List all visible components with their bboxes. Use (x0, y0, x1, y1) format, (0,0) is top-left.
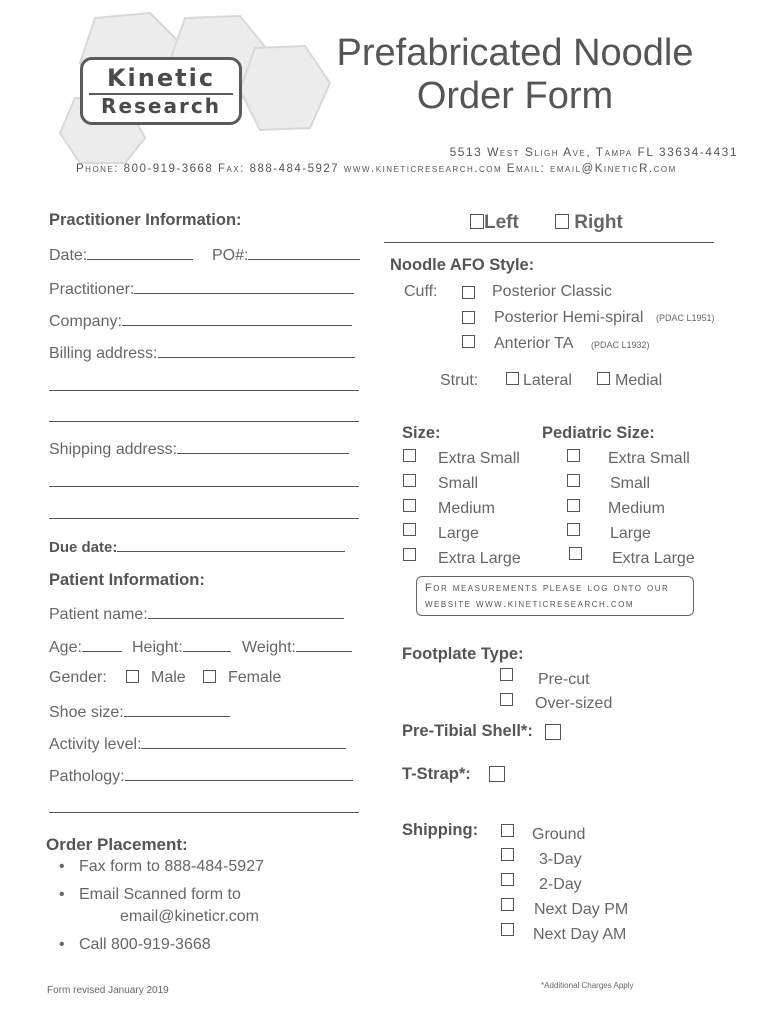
patient-heading: Patient Information: (49, 571, 205, 589)
age-field[interactable] (49, 637, 122, 657)
left-checkbox[interactable] (470, 212, 519, 234)
practitioner-field[interactable] (49, 279, 354, 299)
size-extra-small-label: Extra Small (438, 450, 520, 467)
po-field[interactable] (212, 245, 360, 265)
billing-address-label: Billing address: (49, 345, 158, 362)
pathology-field[interactable] (49, 766, 353, 786)
strut-label: Strut: (440, 372, 479, 389)
due-date-field[interactable] (49, 537, 345, 556)
t-strap-checkbox[interactable] (489, 766, 505, 782)
company-line (122, 311, 352, 326)
shoe-size-field[interactable] (49, 702, 230, 722)
weight-field[interactable] (242, 637, 352, 657)
side-divider (384, 242, 714, 243)
shipping-ground-checkbox[interactable] (501, 824, 514, 837)
pathology-line-2[interactable] (49, 812, 359, 813)
size-extra-small-checkbox[interactable] (403, 449, 416, 462)
strut-medial-label: Medial (615, 372, 663, 389)
age-label: Age: (49, 639, 82, 656)
patient-name-label: Patient name: (49, 606, 148, 623)
size-small-checkbox[interactable] (403, 474, 416, 487)
measurement-note (416, 576, 694, 616)
patient-name-line (148, 604, 344, 619)
shipping-address-line-3[interactable] (49, 518, 359, 519)
pediatric-size-heading: Pediatric Size: (542, 424, 655, 442)
pediatric-extra-small-checkbox[interactable] (567, 449, 580, 462)
date-label: Date: (49, 247, 88, 264)
measurement-note-line-2: website www.kineticresearch.com (425, 598, 635, 610)
anterior-ta-pdac-code: (PDAC L1932) (591, 340, 650, 350)
size-medium-label: Medium (438, 500, 495, 517)
size-extra-large-label: Extra Large (438, 550, 521, 567)
height-line (183, 637, 231, 652)
billing-address-line-3[interactable] (49, 421, 359, 422)
strut-lateral-label: Lateral (523, 372, 572, 389)
pediatric-large-checkbox[interactable] (567, 523, 580, 536)
po-line (248, 245, 360, 260)
footplate-over-sized-checkbox[interactable] (500, 693, 513, 706)
activity-level-field[interactable] (49, 734, 346, 754)
strut-medial-checkbox[interactable] (597, 372, 610, 385)
pediatric-large-label: Large (610, 525, 651, 542)
posterior-classic-label: Posterior Classic (492, 283, 613, 300)
left-label: Left (484, 212, 519, 233)
right-label: Right (574, 212, 623, 233)
form-title-line-1: Prefabricated Noodle (336, 32, 694, 74)
company-address: 5513 West Sligh Ave, Tampa FL 33634-4431 (449, 145, 738, 159)
shipping-ground-label: Ground (532, 826, 586, 843)
posterior-classic-checkbox[interactable] (462, 286, 475, 299)
gender-male-label: Male (151, 669, 186, 686)
shipping-next-day-pm-checkbox[interactable] (501, 898, 514, 911)
practitioner-heading: Practitioner Information: (49, 211, 242, 229)
pre-tibial-shell-label: Pre-Tibial Shell*: (402, 722, 533, 740)
height-field[interactable] (132, 637, 231, 657)
pathology-label: Pathology: (49, 768, 125, 785)
weight-label: Weight: (242, 639, 296, 656)
shipping-3-day-checkbox[interactable] (501, 848, 514, 861)
logo-line-2: Research (101, 94, 221, 118)
gender-label: Gender: (49, 669, 107, 686)
size-medium-checkbox[interactable] (403, 499, 416, 512)
anterior-ta-checkbox[interactable] (462, 335, 475, 348)
posterior-hemi-spiral-checkbox[interactable] (462, 311, 475, 324)
logo-line-1: Kinetic (106, 64, 216, 92)
company-label: Company: (49, 313, 122, 330)
pathology-line (125, 766, 353, 781)
shoe-size-label: Shoe size: (49, 704, 124, 721)
measurement-note-line-1: For measurements please log onto our (425, 582, 670, 594)
additional-charges-note: *Additional Charges Apply (541, 981, 634, 990)
activity-level-line (141, 734, 346, 749)
activity-level-label: Activity level: (49, 736, 142, 753)
gender-female-checkbox[interactable] (203, 670, 216, 683)
due-date-label: Due date: (49, 539, 118, 556)
pediatric-extra-large-checkbox[interactable] (569, 547, 582, 560)
order-email-bullet: • Email Scanned form to (79, 886, 241, 904)
footplate-over-sized-label: Over-sized (535, 695, 613, 712)
right-checkbox-box (555, 214, 569, 229)
footplate-pre-cut-checkbox[interactable] (500, 668, 513, 681)
shipping-address-field[interactable] (49, 439, 349, 459)
age-line (82, 637, 122, 652)
hemi-spiral-pdac-code: (PDAC L1951) (656, 313, 715, 323)
shipping-next-day-am-checkbox[interactable] (501, 923, 514, 936)
shoe-size-line (124, 702, 230, 717)
gender-male-checkbox[interactable] (126, 670, 139, 683)
order-placement-heading: Order Placement: (46, 835, 188, 854)
size-small-label: Small (438, 475, 479, 492)
pediatric-extra-small-label: Extra Small (608, 450, 690, 467)
shipping-next-day-pm-label: Next Day PM (534, 901, 629, 918)
order-fax-bullet: • Fax form to 888-484-5927 (79, 858, 264, 876)
billing-address-line (158, 343, 355, 358)
kinetic-research-logo (80, 57, 242, 125)
strut-lateral-checkbox[interactable] (506, 372, 519, 385)
shipping-next-day-am-label: Next Day AM (533, 926, 627, 943)
practitioner-label: Practitioner: (49, 281, 135, 298)
weight-line (296, 637, 352, 652)
company-contact: Phone: 800-919-3668 Fax: 888-484-5927 www.kineticresearch.com Email: email@KineticR.com (76, 163, 677, 175)
footplate-heading: Footplate Type: (402, 645, 524, 663)
height-label: Height: (132, 639, 183, 656)
size-extra-large-checkbox[interactable] (403, 548, 416, 561)
order-call-bullet: • Call 800-919-3668 (79, 936, 211, 954)
pediatric-extra-large-label: Extra Large (612, 550, 695, 567)
billing-address-field[interactable] (49, 343, 355, 363)
company-field[interactable] (49, 311, 352, 331)
size-large-label: Large (438, 525, 479, 542)
practitioner-line (134, 279, 354, 294)
t-strap-label: T-Strap*: (402, 765, 471, 783)
shipping-3-day-label: 3-Day (539, 851, 582, 868)
afo-style-heading: Noodle AFO Style: (390, 256, 535, 274)
cuff-label: Cuff: (404, 283, 438, 300)
date-field[interactable] (49, 245, 193, 265)
anterior-ta-label: Anterior TA (494, 335, 574, 352)
left-checkbox-box (470, 214, 484, 229)
form-revised-note: Form revised January 2019 (47, 985, 169, 996)
size-heading: Size: (402, 424, 441, 442)
form-title-line-2: Order Form (416, 75, 614, 117)
shipping-address-line-2[interactable] (49, 486, 359, 487)
patient-name-field[interactable] (49, 604, 344, 624)
pre-tibial-shell-checkbox[interactable] (545, 724, 561, 740)
shipping-heading: Shipping: (402, 821, 479, 839)
right-checkbox[interactable] (555, 212, 623, 234)
due-date-line (117, 537, 345, 552)
order-email-address: email@kineticr.com (120, 908, 259, 925)
posterior-hemi-spiral-label: Posterior Hemi-spiral (494, 309, 644, 326)
pediatric-medium-checkbox[interactable] (567, 499, 580, 512)
pediatric-small-label: Small (610, 475, 651, 492)
footplate-pre-cut-label: Pre-cut (538, 671, 590, 688)
billing-address-line-2[interactable] (49, 390, 359, 391)
shipping-2-day-label: 2-Day (539, 876, 582, 893)
shipping-address-label: Shipping address: (49, 441, 178, 458)
shipping-2-day-checkbox[interactable] (501, 873, 514, 886)
po-label: PO#: (212, 247, 249, 264)
size-large-checkbox[interactable] (403, 523, 416, 536)
shipping-address-line (177, 439, 349, 454)
pediatric-small-checkbox[interactable] (567, 474, 580, 487)
date-line (87, 245, 193, 260)
pediatric-medium-label: Medium (608, 500, 665, 517)
gender-female-label: Female (228, 669, 282, 686)
